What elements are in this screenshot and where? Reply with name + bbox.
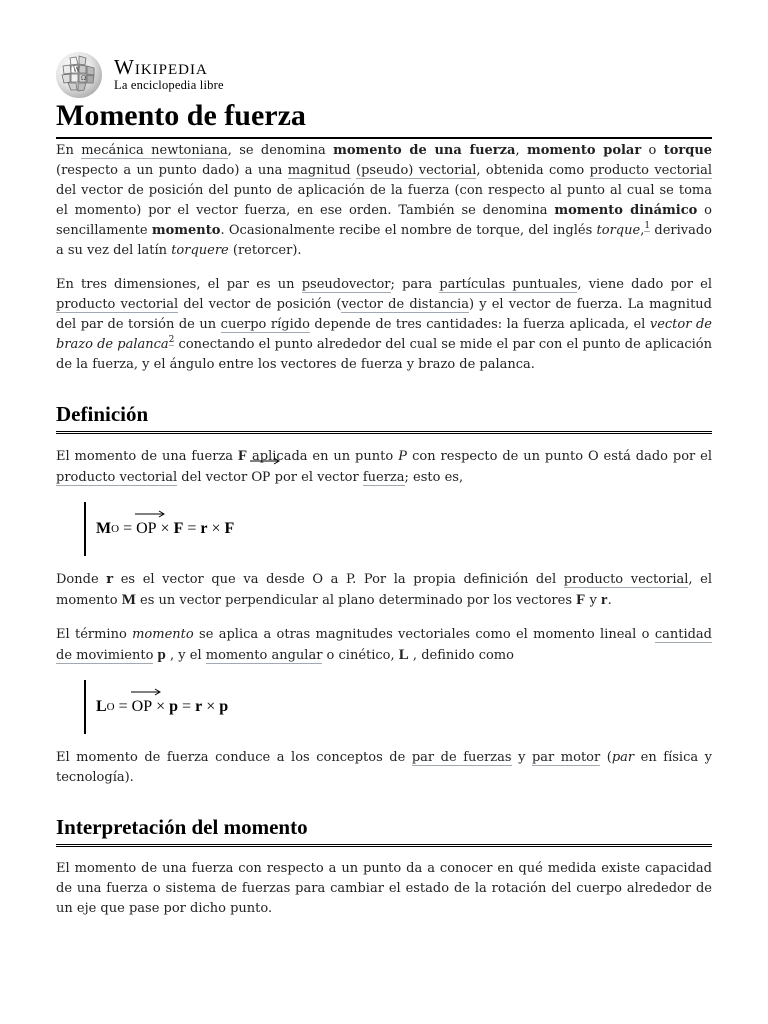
text: o cinético, [322,648,399,663]
text: , se denomina [227,143,334,158]
equation-moment-of-force [84,502,712,556]
math-P: P [398,448,408,464]
math-p: p [169,698,179,715]
link-par-motor[interactable]: par motor [531,750,601,765]
math-equals: = [119,520,137,537]
svg-text:W: W [73,66,81,74]
text: . Ocasionalmente recibe el nombre de torque, del inglés [220,223,597,238]
link-pseudo-vectorial[interactable]: (pseudo) vectorial [356,163,477,178]
italic-term: torque [596,223,641,238]
vector-label: OP [131,698,153,715]
math-vector-OP [132,698,152,716]
section-heading-definicion: Definición [56,401,712,434]
intro-paragraph-2 [56,275,712,375]
link-cantidad-de-movimiento[interactable]: cantidad de movimiento [56,627,712,663]
vector-label: OP [136,520,157,537]
text: , [515,143,527,158]
text: (respecto a un punto dado) a una [56,163,288,178]
text: ) y el vector de fuerza. La magnitud del par de torsión de un [56,297,712,332]
math-F: F [237,448,248,464]
math-F: F [224,520,235,537]
definicion-paragraph-2 [56,570,712,611]
math-vector-OP [251,467,270,487]
text: y [585,593,601,608]
intro-paragraph-1 [56,141,712,261]
link-fuerza[interactable]: fuerza [362,470,405,485]
text: en física y tecnología). [56,750,712,785]
text: , obtenida como [476,163,590,178]
link-producto-vectorial[interactable]: producto vectorial [563,572,689,587]
text: , definido como [408,648,514,663]
text: o sencillamente [56,203,712,238]
puzzle-globe-icon [56,52,102,98]
definicion-paragraph-3 [56,625,712,666]
text: El término [56,627,133,642]
definicion-paragraph-1 [56,446,712,488]
text: del vector [177,470,252,485]
math-times: × [152,698,170,715]
text: . [607,593,612,608]
text: por el vector [270,470,363,485]
reference-link-2[interactable]: 2 [168,335,175,345]
link-mecanica-newtoniana[interactable]: mecánica newtoniana [81,143,228,158]
math-L: L [398,647,409,663]
wikipedia-tagline: La enciclopedia libre [114,78,224,92]
math-L: L [96,698,107,715]
vector-arrow-icon [131,688,161,696]
link-producto-vectorial[interactable]: producto vectorial [56,470,178,485]
math-p: p [219,698,229,715]
math-equals: = [114,698,132,715]
text: del vector de posición del punto de aplicación de la fuerza (con respecto al punto al cual se toma el momento) por el vector fuerza, en ese orden. También se denomina [56,183,712,218]
link-producto-vectorial[interactable]: producto vectorial [589,163,712,178]
equation-angular-momentum [84,680,712,734]
definicion-paragraph-4 [56,748,712,788]
math-F: F [173,520,184,537]
math-subscript-O: O [106,701,115,713]
text: (retorcer). [228,243,302,258]
text: , viene dado por el [577,277,712,292]
link-vector-de-distancia[interactable]: vector de distancia [341,297,470,312]
math-subscript-O: O [111,523,120,535]
text: o [641,143,664,158]
math-r: r [106,572,114,587]
italic-term: par [611,750,635,765]
math-M: M [96,520,112,537]
text: aplicada en un punto [247,449,399,464]
link-producto-vectorial[interactable]: producto vectorial [56,297,179,312]
bold-term: momento dinámico [554,203,698,218]
text: es un vector perpendicular al plano determinado por los vectores [135,593,577,608]
reference-link-1[interactable]: 1 [644,221,651,231]
text: El momento de una fuerza [56,449,238,464]
page-title: Momento de fuerza [56,96,712,139]
interpretacion-paragraph-1: El momento de una fuerza con respecto a un punto da a conocer en qué medida existe capacidad de una fuerza o sistema de fuerzas para cambiar el estado de la rotación del cuerpo alrededor de un eje que pase por dicho punto. [56,861,712,916]
vector-arrow-icon [250,457,280,465]
math-r: r [600,592,608,608]
math-times: × [202,698,220,715]
text: y [511,750,532,765]
math-p: p [157,647,166,663]
text: , y el [165,648,206,663]
math-M: M [121,592,136,608]
math-times: × [156,520,174,537]
italic-term: momento [132,627,194,642]
math-r: r [200,520,208,537]
text: con respecto de un punto O está dado por el [407,449,712,464]
text: ; para [390,277,440,292]
wikipedia-logo[interactable] [56,52,356,98]
text: es el vector que va desde O a P. Por la propia definición del [113,572,564,587]
link-momento-angular[interactable]: momento angular [205,648,323,663]
bold-term: momento polar [526,143,642,158]
text: conectando el punto alrededor del cual se mide el par con el punto de aplicación de la fuerza, y el ángulo entre los vectores de fuerza y brazo de palanca. [56,337,712,372]
svg-text:Ω: Ω [81,75,86,82]
text: derivado a su vez del latín [56,223,713,258]
text: , el momento [56,572,712,608]
vector-label: OP [251,469,271,485]
link-magnitud[interactable]: magnitud [287,163,351,178]
bold-term: momento [151,223,221,238]
bold-term: torque [663,143,713,158]
text: se aplica a otras magnitudes vectoriales como el momento lineal o [193,627,655,642]
text: depende de tres cantidades: la fuerza aplicada, el [309,317,650,332]
wikipedia-wordmark: Wikipedia [114,55,208,79]
vector-arrow-icon [135,510,165,518]
bold-term: momento de una fuerza [333,143,516,158]
math-times: × [207,520,225,537]
link-par-de-fuerzas[interactable]: par de fuerzas [411,750,512,765]
math-equals: = [183,520,201,537]
text: ; esto es, [404,470,464,485]
text: El momento de fuerza conduce a los conceptos de [56,750,412,765]
link-pseudovector[interactable]: pseudovector [301,277,391,292]
math-vector-OP [136,520,156,538]
italic-term: vector de brazo de palanca [56,317,712,352]
section-heading-interpretacion: Interpretación del momento [56,814,712,847]
text: Donde [56,572,107,587]
text: del vector de posición ( [178,297,342,312]
link-cuerpo-rigido[interactable]: cuerpo rígido [220,317,310,332]
article-content [56,141,712,933]
text: , [640,223,645,238]
text: En tres dimensiones, el par es un [56,277,302,292]
text: En [56,143,82,158]
text: ( [600,750,612,765]
math-r: r [195,698,203,715]
math-F: F [576,592,586,608]
link-particulas-puntuales[interactable]: partículas puntuales [439,277,578,292]
math-equals: = [178,698,196,715]
italic-term: torquere [171,243,229,258]
